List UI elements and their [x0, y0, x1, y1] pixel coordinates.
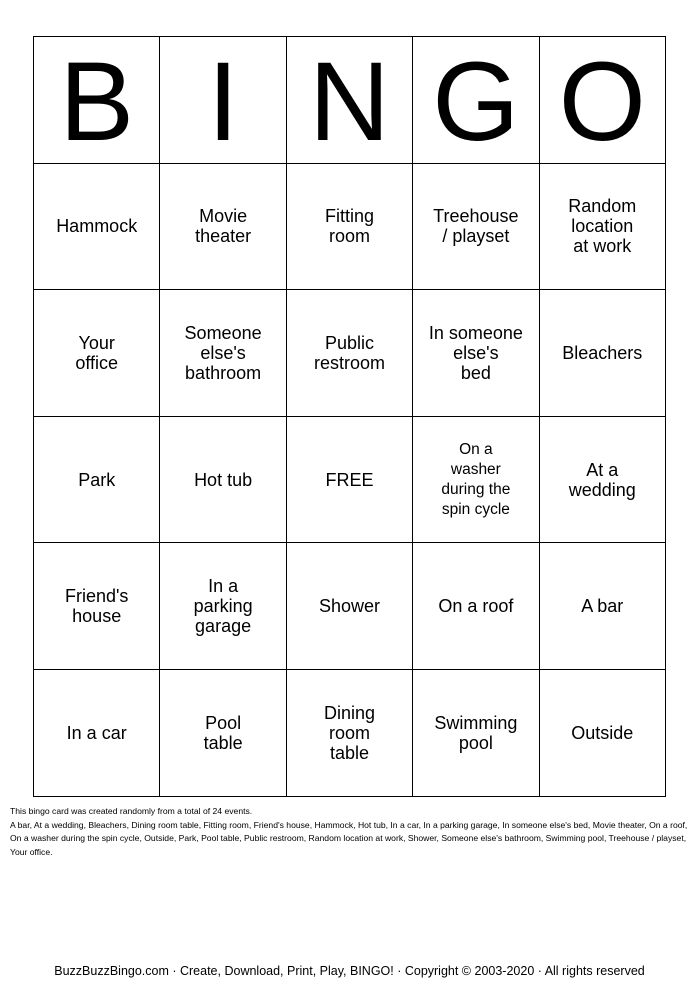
bingo-cell	[34, 163, 160, 290]
bingo-cell-text: FREE	[325, 469, 374, 490]
bingo-header-letter: I	[160, 37, 286, 164]
bingo-cell	[413, 543, 539, 670]
bingo-cell-text: In someone else's bed	[428, 322, 523, 383]
bingo-cell	[286, 290, 412, 417]
bingo-header-letter: B	[34, 37, 160, 164]
bingo-row	[34, 543, 666, 670]
bingo-cell-text: Swimming pool	[434, 712, 518, 753]
bingo-cell-text: Friend's house	[64, 586, 129, 627]
bingo-cell	[160, 543, 286, 670]
bingo-cell-text: In a car	[66, 722, 127, 743]
card-note	[10, 805, 690, 859]
bingo-cell	[539, 290, 665, 417]
bingo-cell-text: At a wedding	[568, 459, 636, 500]
bingo-cell-text: Pool table	[203, 712, 243, 753]
bingo-cell-text: Someone else's bathroom	[184, 322, 262, 383]
bingo-cell	[160, 163, 286, 290]
bingo-cell	[539, 416, 665, 543]
bingo-row	[34, 416, 666, 543]
bingo-cell	[413, 163, 539, 290]
bingo-cell-text: Your office	[75, 332, 119, 373]
bingo-cell-text: Dining room table	[323, 702, 375, 763]
bingo-cell	[34, 669, 160, 796]
bingo-cell-text: Treehouse / playset	[433, 206, 519, 247]
bingo-cell-text: Shower	[318, 596, 380, 617]
bingo-header-letter: N	[286, 37, 412, 164]
bingo-cell-text: Park	[78, 469, 116, 490]
bingo-cell	[34, 416, 160, 543]
bingo-cell-text: On a washer during the spin cycle	[441, 440, 511, 518]
bingo-cell-text: Fitting room	[324, 206, 374, 247]
bingo-card	[33, 36, 666, 797]
bingo-cell	[286, 669, 412, 796]
bingo-cell	[34, 543, 160, 670]
bingo-cell	[413, 669, 539, 796]
bingo-cell	[413, 290, 539, 417]
bingo-header-letter: G	[413, 37, 539, 164]
bingo-header-letter: O	[539, 37, 665, 164]
bingo-cell-text: Outside	[571, 722, 634, 743]
bingo-cell-text: Hot tub	[194, 469, 253, 490]
bingo-cell-text: Movie theater	[195, 206, 252, 247]
bingo-row	[34, 669, 666, 796]
bingo-cell	[413, 416, 539, 543]
bingo-cell-text: Hammock	[56, 216, 138, 237]
bingo-cell-text: On a roof	[438, 596, 514, 617]
bingo-cell-text: Public restroom	[313, 332, 385, 373]
bingo-row	[34, 290, 666, 417]
card-note-events: A bar, At a wedding, Bleachers, Dining room table, Fitting room, Friend's house, Hammock, Hot tub, In a car, In a parking garage, In someone else's bed, Movie theater, On a roof, On a washer during the spin cycle, Outside, Park, Pool table, Public restroom, Random location at work, Shower, Someone else's bathroom, Swimming pool, Treehouse / playset, Your office.	[10, 819, 688, 857]
bingo-cell	[160, 290, 286, 417]
page-footer: BuzzBuzzBingo.com · Create, Download, Print, Play, BINGO! · Copyright © 2003-2020 · All rights reserved	[54, 964, 645, 978]
bingo-cell	[160, 416, 286, 543]
bingo-cell	[539, 669, 665, 796]
bingo-cell	[539, 163, 665, 290]
bingo-free-cell	[286, 416, 412, 543]
bingo-cell	[286, 163, 412, 290]
card-note-intro: This bingo card was created randomly from a total of 24 events.	[10, 806, 253, 816]
bingo-cell	[539, 543, 665, 670]
bingo-cell	[160, 669, 286, 796]
bingo-cell	[286, 543, 412, 670]
bingo-header-row	[34, 37, 666, 164]
bingo-cell-text: Bleachers	[562, 342, 643, 363]
bingo-cell-text: Random location at work	[568, 196, 637, 257]
bingo-cell-text: In a parking garage	[193, 576, 253, 637]
bingo-row	[34, 163, 666, 290]
bingo-cell-text: A bar	[581, 596, 624, 617]
bingo-cell	[34, 290, 160, 417]
